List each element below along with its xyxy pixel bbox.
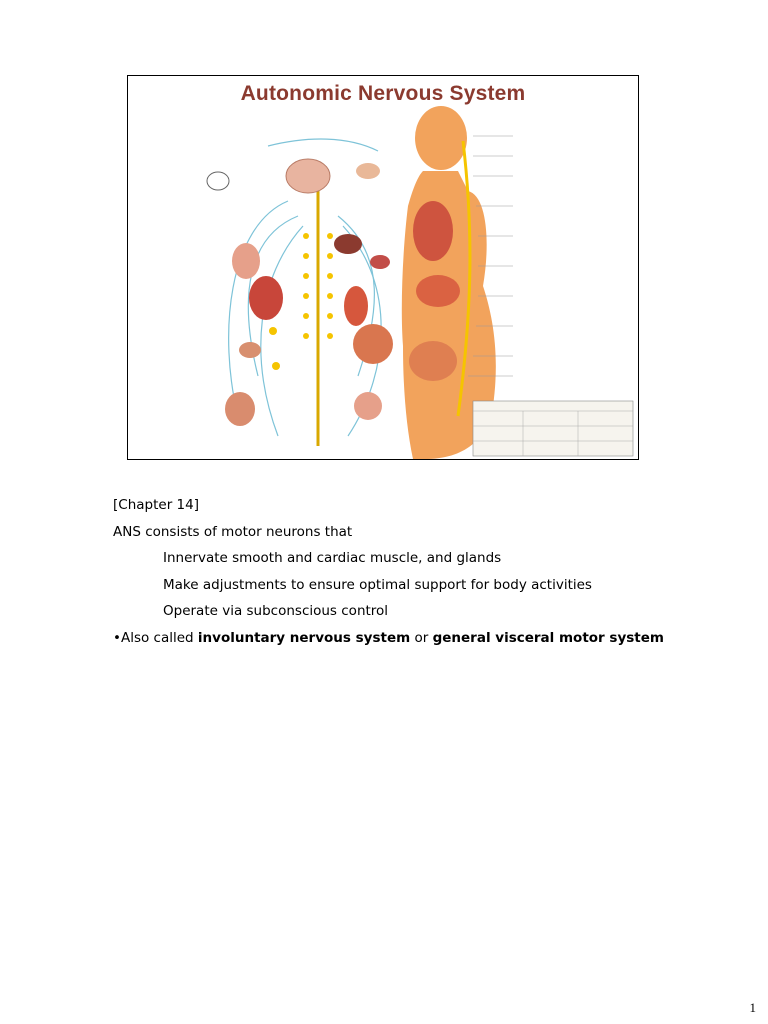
- poster-title: Autonomic Nervous System: [240, 82, 526, 105]
- anatomy-illustration: [128, 76, 638, 459]
- slide-thumbnail: [127, 75, 639, 460]
- term-visceral-motor: general visceral motor system: [432, 629, 664, 646]
- also-called-line: [113, 625, 664, 652]
- also-called-prefix: •Also called: [113, 629, 198, 646]
- chapter-label: [Chapter 14]: [113, 497, 199, 513]
- slide-notes: [113, 492, 664, 651]
- term-involuntary: involuntary nervous system: [197, 629, 411, 646]
- term-joiner: or: [410, 629, 433, 646]
- organs-center: [334, 163, 393, 420]
- intro-line: ANS consists of motor neurons that: [113, 523, 353, 540]
- list-item: Make adjustments to ensure optimal support for body activities: [163, 576, 592, 593]
- list-item: Operate via subconscious control: [163, 603, 389, 619]
- page-number: 1: [749, 1000, 756, 1015]
- brain: [286, 159, 330, 193]
- summary-table: [473, 401, 633, 456]
- list-item: Innervate smooth and cardiac muscle, and glands: [163, 550, 502, 566]
